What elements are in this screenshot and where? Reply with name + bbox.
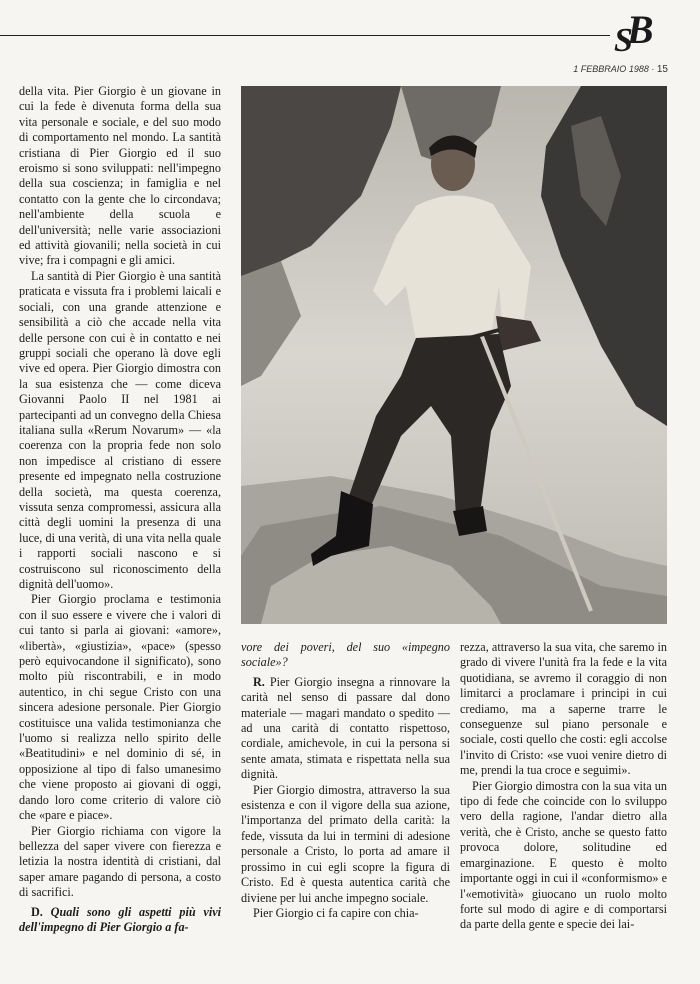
left-column: [19, 84, 221, 935]
paragraph: Pier Giorgio dimostra, attraverso la sua esistenza e con il vigore della sua azione, l'importanza del primato della carità: la fede, vissuta da lui in termini di adesione personale a Cristo, lo porta ad amare il prossimo in cui egli scopre la figura di Cristo. Ed è questa autentica carità che diviene per lui anche impegno sociale.: [241, 782, 450, 905]
date-separator: ·: [651, 64, 655, 74]
paragraph: La santità di Pier Giorgio è una santità praticata e vissuta fra i problemi laicali e sociali, con una grande attenzione e sensibilità a ciò che accade nella vita delle persone con cui è in contatto e nei gruppi sociali che operano là dove egli vive ed opera. Pier Giorgio dimostra con la sua esistenza che — come diceva Giovanni Paolo II nel 1981 ai partecipanti ad un convegno della Chiesa italiana sulla «Rerum Novarum» — «la coerenza con la propria fede non solo non impedisce al cristiano di essere presente ed impegnato nella costruzione della società, ma questa coerenza, vissuta senza compromessi, assicura alla città degli uomini la presenza di una luce, di una verità, di una vita nella quale i rapporti sociali nascono e si costruiscono sul riconoscimento della dignità dell'uomo».: [19, 268, 221, 591]
header-rule: [0, 35, 610, 36]
answer-text: Pier Giorgio insegna a rinnovare la carità nel senso di passare dal dono materiale — magari mandato o spedito — ad una carità di contatto rispettoso, cordiale, amichevole, in cui la persona si sente amata, stimata e rispettata nella sua dignità.: [241, 674, 450, 782]
magazine-logo: $_S$B: [614, 7, 648, 59]
answer-paragraph: [241, 675, 450, 783]
question-start: [19, 905, 221, 936]
answer-label: R.: [253, 674, 265, 689]
paragraph: Pier Giorgio proclama e testimonia con il suo essere e vivere che i valori di cui tanto si parla ai giovani: «amore», «libertà», «giustizia», «pace» (spesso però equivocandone il significato), sono molto più riscontrabili, e in modo autentico, in chi segue Cristo con una sincera adesione personale. Pier Giorgio costituisce una valida testimonianza che l'uomo si realizza nello spirito delle «Beatitudini» e nel dominio di sé, in opposizione al tipo di falso umanesimo che viene proposto ai giovani di oggi, dando loro come criterio di valore ciò che «pare e piace».: [19, 592, 221, 823]
man-with-ice-axe-photo-icon: [241, 86, 667, 624]
question-text-part2: vore dei poveri, del suo «impegno sociale»?: [241, 640, 450, 670]
paragraph: rezza, attraverso la sua vita, che saremo in grado di vivere l'unità fra la fede e la vita quotidiana, se avremo il coraggio di non limitarci a proclamare i principi in cui crediamo, ma a saperne trarre le conseguenze sul piano personale e sociale, costi quello che costi: egli accolse l'invito di Cristo: «se vuoi venire dietro di me, prendi la tua croce e seguimi».: [460, 640, 667, 778]
right-column: [460, 640, 667, 933]
issue-date: [568, 64, 668, 75]
page-number: 15: [656, 64, 668, 75]
paragraph: Pier Giorgio dimostra con la sua vita un tipo di fede che coincide con lo sviluppo vero della ragione, l'andar dietro alla verità, che è Cristo, anche se questo fatto provoca dolore, solitudine ed emarginazione. E questo è molto importante oggi in cui il «conformismo» e l'«emotività» giuocano un ruolo molto forte sul modo di agire e di comportarsi da parte della gente e specie dei lai-: [460, 778, 667, 932]
photo-pier-giorgio: [241, 86, 667, 624]
paragraph: Pier Giorgio richiama con vigore la bellezza del saper vivere con fierezza e letizia la nostra identità di cristiani, dal saper amare pagando di persona, a costo di sacrifici.: [19, 823, 221, 900]
middle-column: [241, 640, 450, 921]
issue-date-text: 1 FEBBRAIO 1988: [573, 64, 649, 74]
question-text-part1: Quali sono gli aspetti più vivi dell'impegno di Pier Giorgio a fa-: [19, 904, 221, 934]
paragraph: della vita. Pier Giorgio è un giovane in cui la fede è divenuta forma della sua vita personale e sociale, e del suo modo di comportamento nel mondo. La santità cristiana di Pier Giorgio ed il suo eroismo si sono sviluppati: nell'impegno della sua coscienza; in famiglia e nel contatto con la gente che lo circondava; nell'ambiente della scuola e dell'università; nelle varie associazioni ed attività giovanili; nella società in cui vive; fra i compagni e gli amici.: [19, 84, 221, 268]
question-label: D.: [31, 904, 43, 919]
paragraph: Pier Giorgio ci fa capire con chia-: [253, 905, 419, 920]
